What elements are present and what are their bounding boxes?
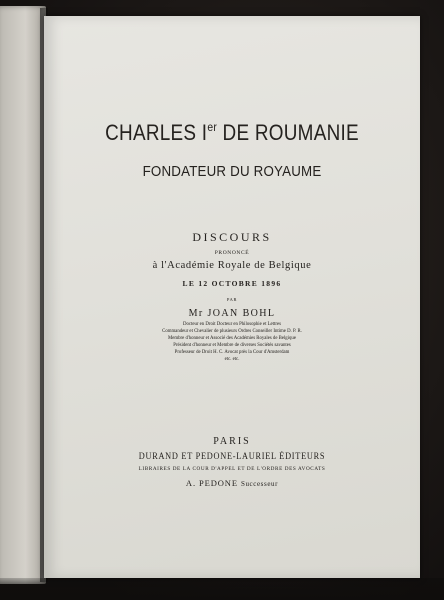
- book-subtitle: FONDATEUR DU ROYAUME: [142, 164, 322, 180]
- author-qualification: Docteur en Droit Docteur en Philosophie et Lettres: [183, 322, 281, 327]
- par-label: PAR: [226, 297, 238, 302]
- bottom-shadow: [0, 578, 444, 600]
- imprint-city: PARIS: [213, 436, 251, 447]
- publisher-successor: [44, 478, 420, 488]
- discours-heading: DISCOURS: [192, 230, 272, 244]
- title-page: [44, 16, 420, 578]
- prononce-label: PRONONCÉ: [214, 250, 250, 256]
- academie-line: à l'Académie Royale de Belgique: [152, 260, 312, 271]
- book-title: [70, 120, 393, 146]
- successor-label: Successeur: [240, 480, 279, 488]
- author-qualification: Membre d'honneur et Associé des Académies Royales de Belgique: [168, 336, 296, 341]
- author-qualification: Président d'honneur et Membre de diverses Sociétés savantes: [173, 343, 291, 348]
- author-name: Mr JOAN BOHL: [188, 308, 276, 319]
- publisher-name: DURAND ET PEDONE-LAURIEL ÉDITEURS: [138, 451, 326, 461]
- author-qualification: Professeur de Droit H. C. Avocat près la Cour d'Amsterdam: [174, 350, 290, 355]
- publisher-description: LIBRAIRES DE LA COUR D'APPEL ET DE L'ORDRE DES AVOCATS: [138, 466, 326, 472]
- author-qualification: Commandeur et Chevalier de plusieurs Ordres Conseiller Intime D. P. R.: [162, 329, 302, 334]
- speech-date: LE 12 OCTOBRE 1896: [182, 279, 282, 288]
- title-main: CHARLES I: [105, 120, 208, 145]
- successor-name: A. PEDONE: [185, 478, 238, 488]
- title-superscript: er: [207, 120, 218, 134]
- author-qualification: etc. etc.: [224, 357, 240, 362]
- title-rest: DE ROUMANIE: [217, 120, 359, 145]
